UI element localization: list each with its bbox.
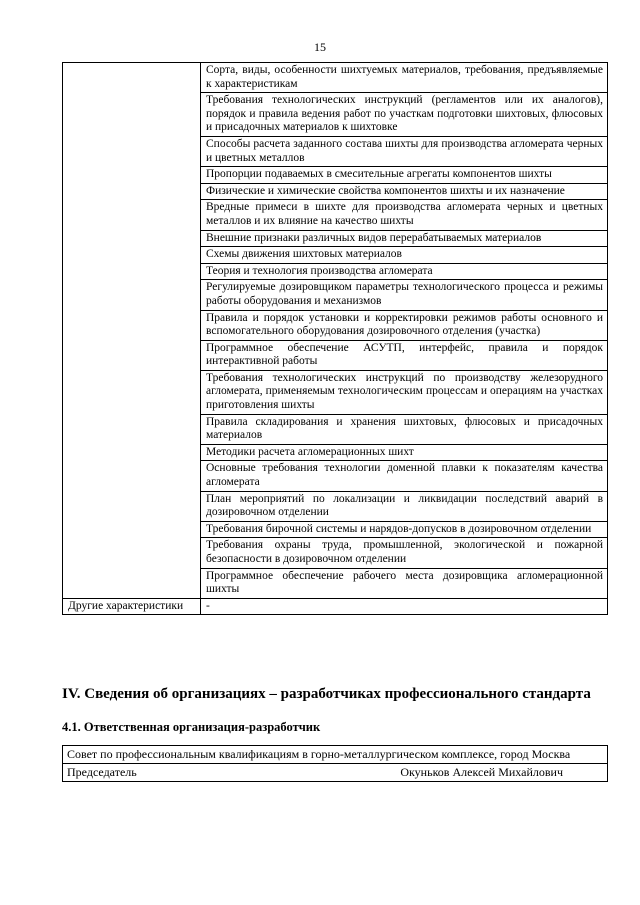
requirement-text: Требования технологических инструкций (регламентов или их аналогов), порядок и правила ведения работ по участкам подготовки шихтовых, флюсовых и присадочных материалов к шихтовке — [201, 93, 608, 137]
requirement-row — [63, 200, 608, 230]
requirement-left-cell — [63, 93, 201, 137]
requirement-row — [63, 310, 608, 340]
requirement-left-cell — [63, 568, 201, 598]
requirement-left-cell — [63, 280, 201, 310]
other-characteristics-label: Другие характеристики — [63, 598, 201, 615]
requirement-left-cell — [63, 200, 201, 230]
requirement-text: Правила и порядок установки и корректировки режимов работы основного и вспомогательного оборудования дозировочного отделения (участка) — [201, 310, 608, 340]
signatory-line — [67, 765, 603, 780]
signatory-name: Окуньков Алексей Михайлович — [400, 765, 563, 779]
requirement-row — [63, 414, 608, 444]
requirement-row — [63, 263, 608, 280]
requirement-text: Правила складирования и хранения шихтовых, флюсовых и присадочных материалов — [201, 414, 608, 444]
requirement-row — [63, 568, 608, 598]
requirement-left-cell — [63, 183, 201, 200]
requirement-row — [63, 230, 608, 247]
organization-table — [62, 745, 608, 782]
requirement-text: Требования технологических инструкций по производству железорудного агломерата, применяемым технологическим процессам и операциям на участках приготовления шихты — [201, 370, 608, 414]
requirement-text: Сорта, виды, особенности шихтуемых материалов, требования, предъявляемые к характеристикам — [201, 63, 608, 93]
requirement-left-cell — [63, 167, 201, 184]
requirement-text: Программное обеспечение рабочего места дозировщика агломерационной шихты — [201, 568, 608, 598]
requirement-left-cell — [63, 247, 201, 264]
requirement-text: Пропорции подаваемых в смесительные агрегаты компонентов шихты — [201, 167, 608, 184]
requirement-row — [63, 63, 608, 93]
requirement-left-cell — [63, 63, 201, 93]
requirement-left-cell — [63, 370, 201, 414]
requirement-row — [63, 340, 608, 370]
requirement-text: Основные требования технологии доменной плавки к показателям качества агломерата — [201, 461, 608, 491]
organization-name: Совет по профессиональным квалификациям в горно-металлургическом комплексе, город Москва — [63, 746, 608, 764]
requirement-row — [63, 521, 608, 538]
requirement-row — [63, 93, 608, 137]
organization-signatory-row — [63, 764, 608, 782]
requirement-text: Схемы движения шихтовых материалов — [201, 247, 608, 264]
requirement-text: Способы расчета заданного состава шихты для производства агломерата черных и цветных металлов — [201, 136, 608, 166]
requirement-row — [63, 183, 608, 200]
requirement-left-cell — [63, 414, 201, 444]
subsection-title: 4.1. Ответственная организация-разработчик — [62, 720, 321, 734]
requirement-text: Методики расчета агломерационных шихт — [201, 444, 608, 461]
requirement-left-cell — [63, 444, 201, 461]
requirement-row — [63, 280, 608, 310]
requirement-left-cell — [63, 538, 201, 568]
requirement-row — [63, 461, 608, 491]
requirement-text: Теория и технология производства агломерата — [201, 263, 608, 280]
organization-name-row — [63, 746, 608, 764]
section-title: IV. Сведения об организациях – разработчиках профессионального стандарта — [62, 686, 591, 702]
requirement-row — [63, 538, 608, 568]
requirements-body — [63, 63, 608, 599]
requirement-left-cell — [63, 263, 201, 280]
requirement-text: Программное обеспечение АСУТП, интерфейс, правила и порядок интерактивной работы — [201, 340, 608, 370]
other-characteristics-row — [63, 598, 608, 615]
requirement-text: Регулируемые дозировщиком параметры технологического процесса и режимы работы оборудования и механизмов — [201, 280, 608, 310]
requirement-text: Требования охраны труда, промышленной, экологической и пожарной безопасности в дозировочном отделении — [201, 538, 608, 568]
requirement-text: Вредные примеси в шихте для производства агломерата черных и цветных металлов и их влияние на качество шихты — [201, 200, 608, 230]
requirement-left-cell — [63, 136, 201, 166]
requirement-row — [63, 247, 608, 264]
requirement-left-cell — [63, 521, 201, 538]
requirement-left-cell — [63, 491, 201, 521]
requirement-row — [63, 491, 608, 521]
requirement-text: Физические и химические свойства компонентов шихты и их назначение — [201, 183, 608, 200]
signatory-role: Председатель — [67, 765, 137, 779]
requirement-row — [63, 444, 608, 461]
requirement-left-cell — [63, 340, 201, 370]
requirement-text: Требования бирочной системы и нарядов-допусков в дозировочном отделении — [201, 521, 608, 538]
requirement-row — [63, 167, 608, 184]
requirement-row — [63, 370, 608, 414]
signatory-cell — [63, 764, 608, 782]
requirement-text: План мероприятий по локализации и ликвидации последствий аварий в дозировочном отделении — [201, 491, 608, 521]
requirement-row — [63, 136, 608, 166]
requirements-table — [62, 62, 608, 615]
page-number: 15 — [314, 40, 326, 54]
requirement-left-cell — [63, 230, 201, 247]
requirement-left-cell — [63, 310, 201, 340]
requirement-text: Внешние признаки различных видов перерабатываемых материалов — [201, 230, 608, 247]
requirement-left-cell — [63, 461, 201, 491]
other-characteristics-value: - — [201, 598, 608, 615]
